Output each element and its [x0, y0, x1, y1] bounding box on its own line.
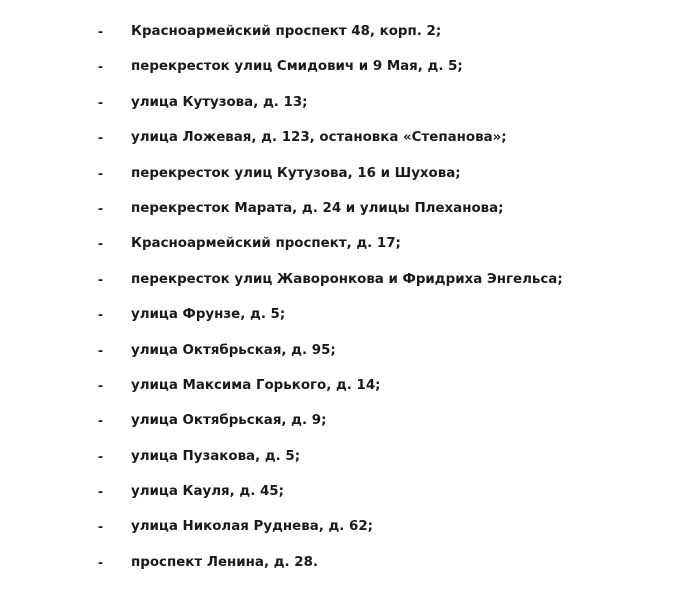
bullet-dash: - — [98, 93, 103, 111]
list-item — [0, 93, 699, 128]
address-text: улица Октябрьская, д. 95; — [131, 342, 336, 358]
bullet-dash: - — [98, 235, 103, 253]
list-item — [0, 517, 699, 552]
bullet-dash: - — [98, 199, 103, 217]
bullet-dash: - — [98, 483, 103, 501]
bullet-dash: - — [98, 270, 103, 288]
address-text: перекресток Марата, д. 24 и улицы Плеханова; — [131, 200, 504, 216]
address-text: проспект Ленина, д. 28. — [131, 554, 318, 570]
address-text: улица Максима Горького, д. 14; — [131, 377, 381, 393]
bullet-dash: - — [98, 23, 103, 40]
address-text: улица Фрунзе, д. 5; — [131, 307, 286, 323]
address-text: Красноармейский проспект 48, корп. 2; — [131, 24, 442, 39]
address-text: перекресток улиц Смидович и 9 Мая, д. 5; — [131, 59, 463, 75]
address-text: улица Кауля, д. 45; — [131, 484, 284, 500]
list-item — [0, 305, 699, 340]
bullet-dash: - — [98, 553, 103, 571]
list-item — [0, 128, 699, 163]
bullet-dash: - — [98, 412, 103, 430]
address-text: перекресток улиц Жаворонкова и Фридриха Энгельса; — [131, 271, 563, 287]
bullet-dash: - — [98, 376, 103, 394]
bullet-dash: - — [98, 306, 103, 324]
list-item — [0, 234, 699, 269]
bullet-dash: - — [98, 341, 103, 359]
list-item — [0, 57, 699, 92]
address-text: улица Октябрьская, д. 9; — [131, 413, 327, 429]
address-text: улица Николая Руднева, д. 62; — [131, 519, 374, 535]
list-item — [0, 22, 699, 57]
bullet-dash: - — [98, 58, 103, 76]
list-item — [0, 376, 699, 411]
list-item — [0, 341, 699, 376]
bullet-dash: - — [98, 518, 103, 536]
list-item — [0, 199, 699, 234]
address-text: улица Пузакова, д. 5; — [131, 448, 301, 464]
address-list — [0, 22, 699, 588]
list-item — [0, 411, 699, 446]
address-text: перекресток улиц Кутузова, 16 и Шухова; — [131, 165, 461, 181]
bullet-dash: - — [98, 447, 103, 465]
address-text: улица Ложевая, д. 123, остановка «Степанова»; — [131, 130, 507, 146]
list-item — [0, 270, 699, 305]
list-item — [0, 164, 699, 199]
list-item — [0, 482, 699, 517]
bullet-dash: - — [98, 129, 103, 147]
list-item — [0, 447, 699, 482]
list-item — [0, 553, 699, 588]
address-text: Красноармейский проспект, д. 17; — [131, 236, 401, 252]
bullet-dash: - — [98, 164, 103, 182]
address-text: улица Кутузова, д. 13; — [131, 94, 308, 110]
